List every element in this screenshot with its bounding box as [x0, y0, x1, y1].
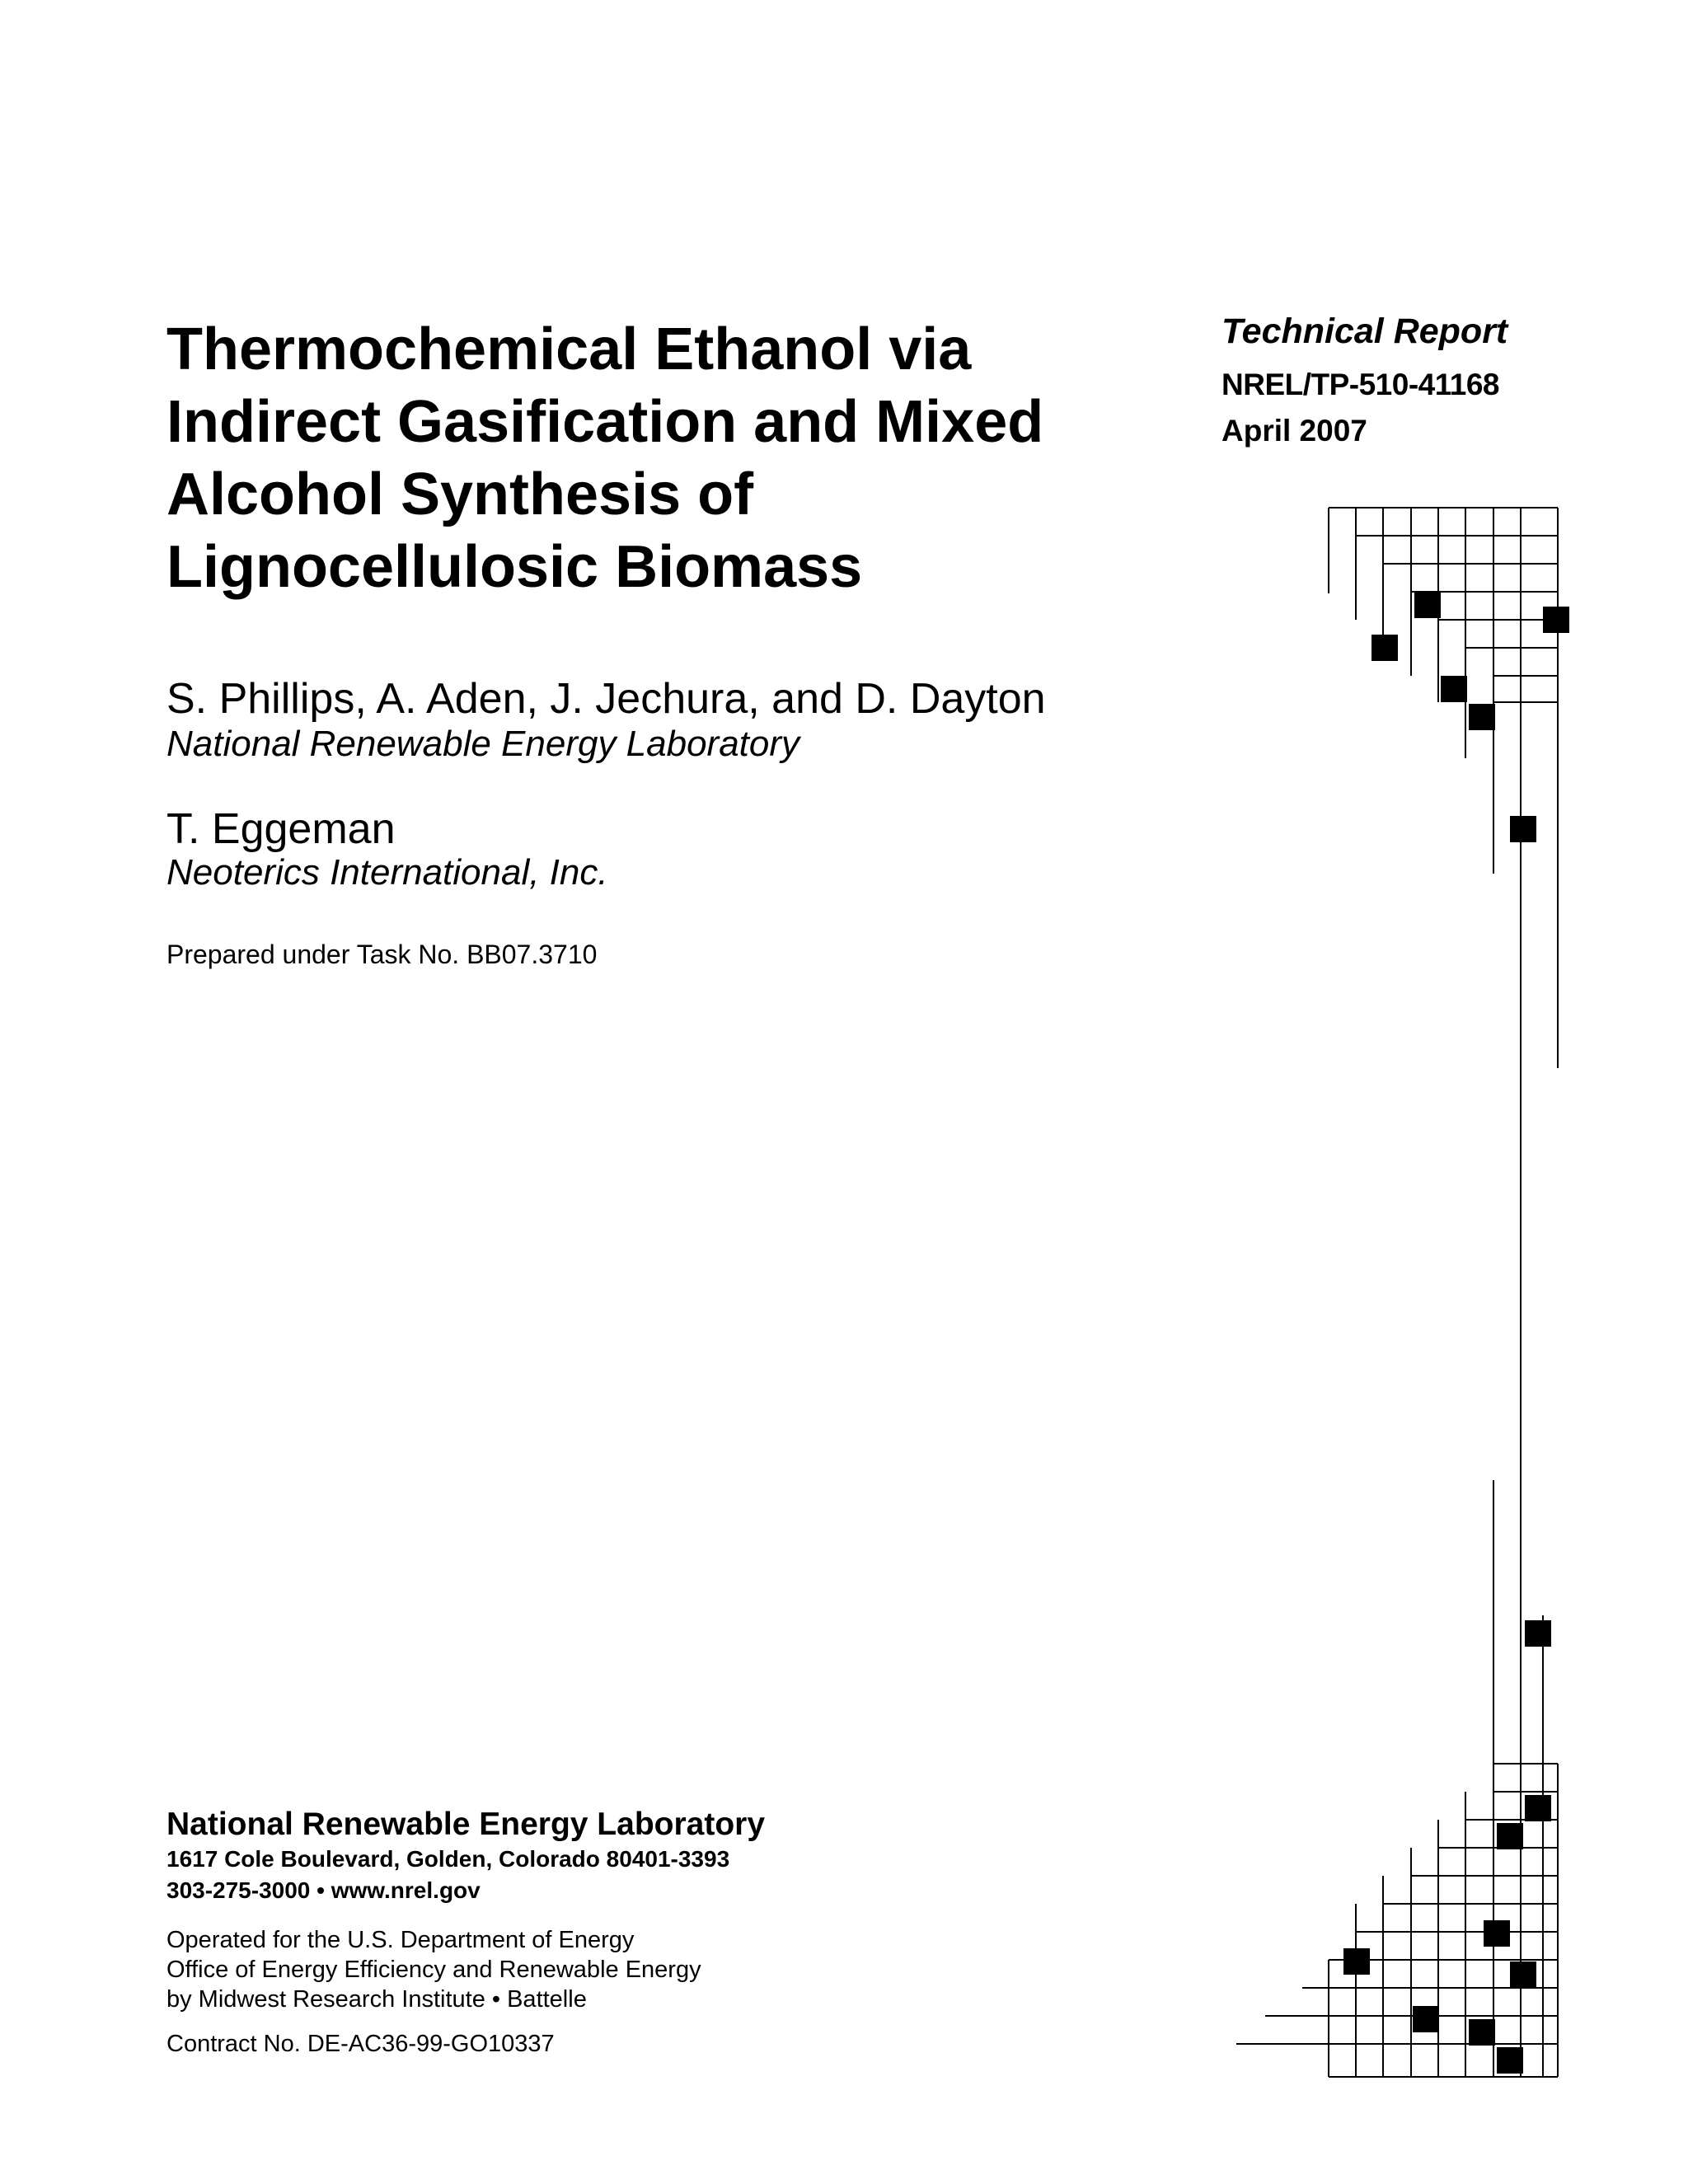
report-type: Technical Report [1221, 312, 1508, 351]
task-number: Prepared under Task No. BB07.3710 [166, 940, 598, 969]
title-line: Thermochemical Ethanol via [166, 316, 972, 382]
operated-line: by Midwest Research Institute • Battelle [166, 1986, 587, 2013]
report-number: NREL/TP-510-41168 [1221, 368, 1500, 401]
author-organization: Neoterics International, Inc. [166, 852, 608, 893]
title-line: Indirect Gasification and Mixed [166, 389, 1044, 455]
publisher-address: 1617 Cole Boulevard, Golden, Colorado 80401-3393 [166, 1846, 730, 1872]
author-names: T. Eggeman [166, 805, 396, 853]
report-date: April 2007 [1221, 414, 1367, 448]
operated-line: Operated for the U.S. Department of Energy [166, 1927, 635, 1953]
publisher-name: National Renewable Energy Laboratory [166, 1807, 766, 1842]
title-line: Alcohol Synthesis of [166, 462, 754, 527]
title-line: Lignocellulosic Biomass [166, 534, 863, 600]
publisher-contact: 303-275-3000 • www.nrel.gov [166, 1877, 481, 1903]
author-names: S. Phillips, A. Aden, J. Jechura, and D. Dayton [166, 675, 1046, 723]
operated-line: Office of Energy Efficiency and Renewable Energy [166, 1957, 701, 1983]
author-organization: National Renewable Energy Laboratory [166, 724, 800, 764]
contract-number: Contract No. DE-AC36-99-GO10337 [166, 2031, 555, 2057]
